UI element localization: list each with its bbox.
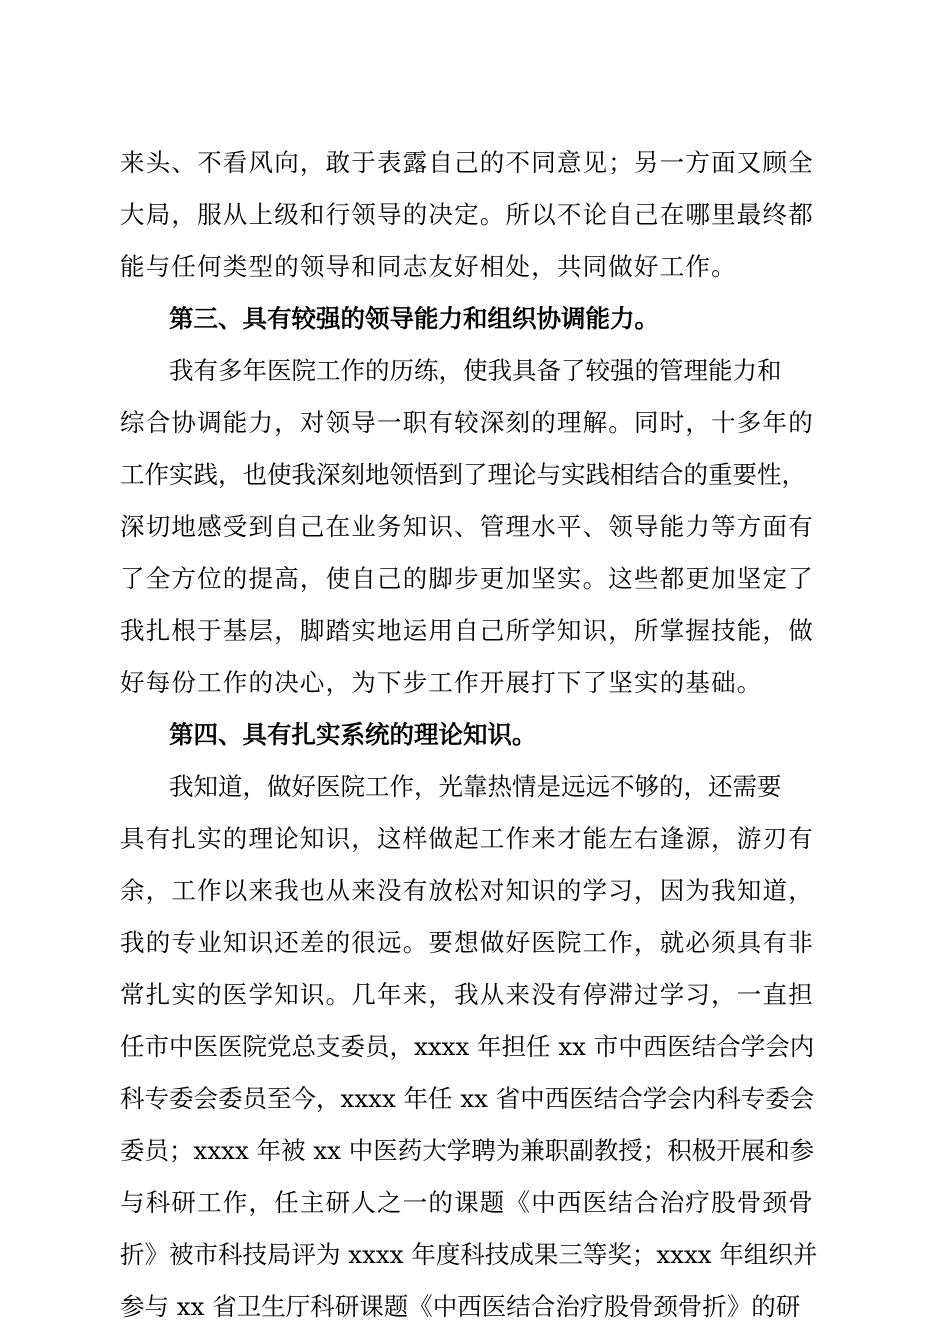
section-heading: 第四、具有扎实系统的理论知识。 bbox=[169, 720, 537, 749]
text-line: 能与任何类型的领导和同志友好相处，共同做好工作。 bbox=[120, 252, 737, 281]
text-line: 来头、不看风向，敢于表露自己的不同意见；另一方面又顾全 bbox=[120, 148, 814, 177]
text-line: 综合协调能力，对领导一职有较深刻的理解。同时，十多年的 bbox=[120, 408, 814, 437]
text-line: 了全方位的提高，使自己的脚步更加坚实。这些都更加坚定了 bbox=[120, 564, 814, 593]
text-line: 我有多年医院工作的历练，使我具备了较强的管理能力和 bbox=[169, 356, 782, 385]
text-line: 委员；xxxx 年被 xx 中医药大学聘为兼职副教授；积极开展和参 bbox=[120, 1136, 815, 1165]
text-line: 参与 xx 省卫生厅科研课题《中西医结合治疗股骨颈骨折》的研 bbox=[120, 1292, 801, 1321]
text-line: 我的专业知识还差的很远。要想做好医院工作，就必须具有非 bbox=[120, 928, 814, 957]
text-line: 与科研工作，任主研人之一的课题《中西医结合治疗股骨颈骨 bbox=[120, 1188, 814, 1217]
text-line: 我扎根于基层，脚踏实地运用自己所学知识，所掌握技能，做 bbox=[120, 616, 814, 645]
text-line: 任市中医医院党总支委员，xxxx 年担任 xx 市中西医结合学会内 bbox=[120, 1032, 815, 1061]
text-line: 我知道，做好医院工作，光靠热情是远远不够的，还需要 bbox=[169, 772, 782, 801]
text-line: 具有扎实的理论知识，这样做起工作来才能左右逢源，游刃有 bbox=[120, 824, 814, 853]
text-line: 余，工作以来我也从来没有放松对知识的学习，因为我知道， bbox=[120, 876, 814, 905]
text-line: 常扎实的医学知识。几年来，我从来没有停滞过学习，一直担 bbox=[120, 980, 814, 1009]
text-line: 折》被市科技局评为 xxxx 年度科技成果三等奖；xxxx 年组织并 bbox=[120, 1240, 818, 1269]
text-line: 工作实践，也使我深刻地领悟到了理论与实践相结合的重要性， bbox=[120, 460, 806, 489]
text-line: 科专委会委员至今，xxxx 年任 xx 省中西医结合学会内科专委会 bbox=[120, 1084, 815, 1113]
section-heading: 第三、具有较强的领导能力和组织协调能力。 bbox=[169, 304, 659, 333]
text-line: 好每份工作的决心，为下步工作开展打下了坚实的基础。 bbox=[120, 668, 763, 697]
text-line: 大局，服从上级和行领导的决定。所以不论自己在哪里最终都 bbox=[120, 200, 814, 229]
text-line: 深切地感受到自己在业务知识、管理水平、领导能力等方面有 bbox=[120, 512, 814, 541]
